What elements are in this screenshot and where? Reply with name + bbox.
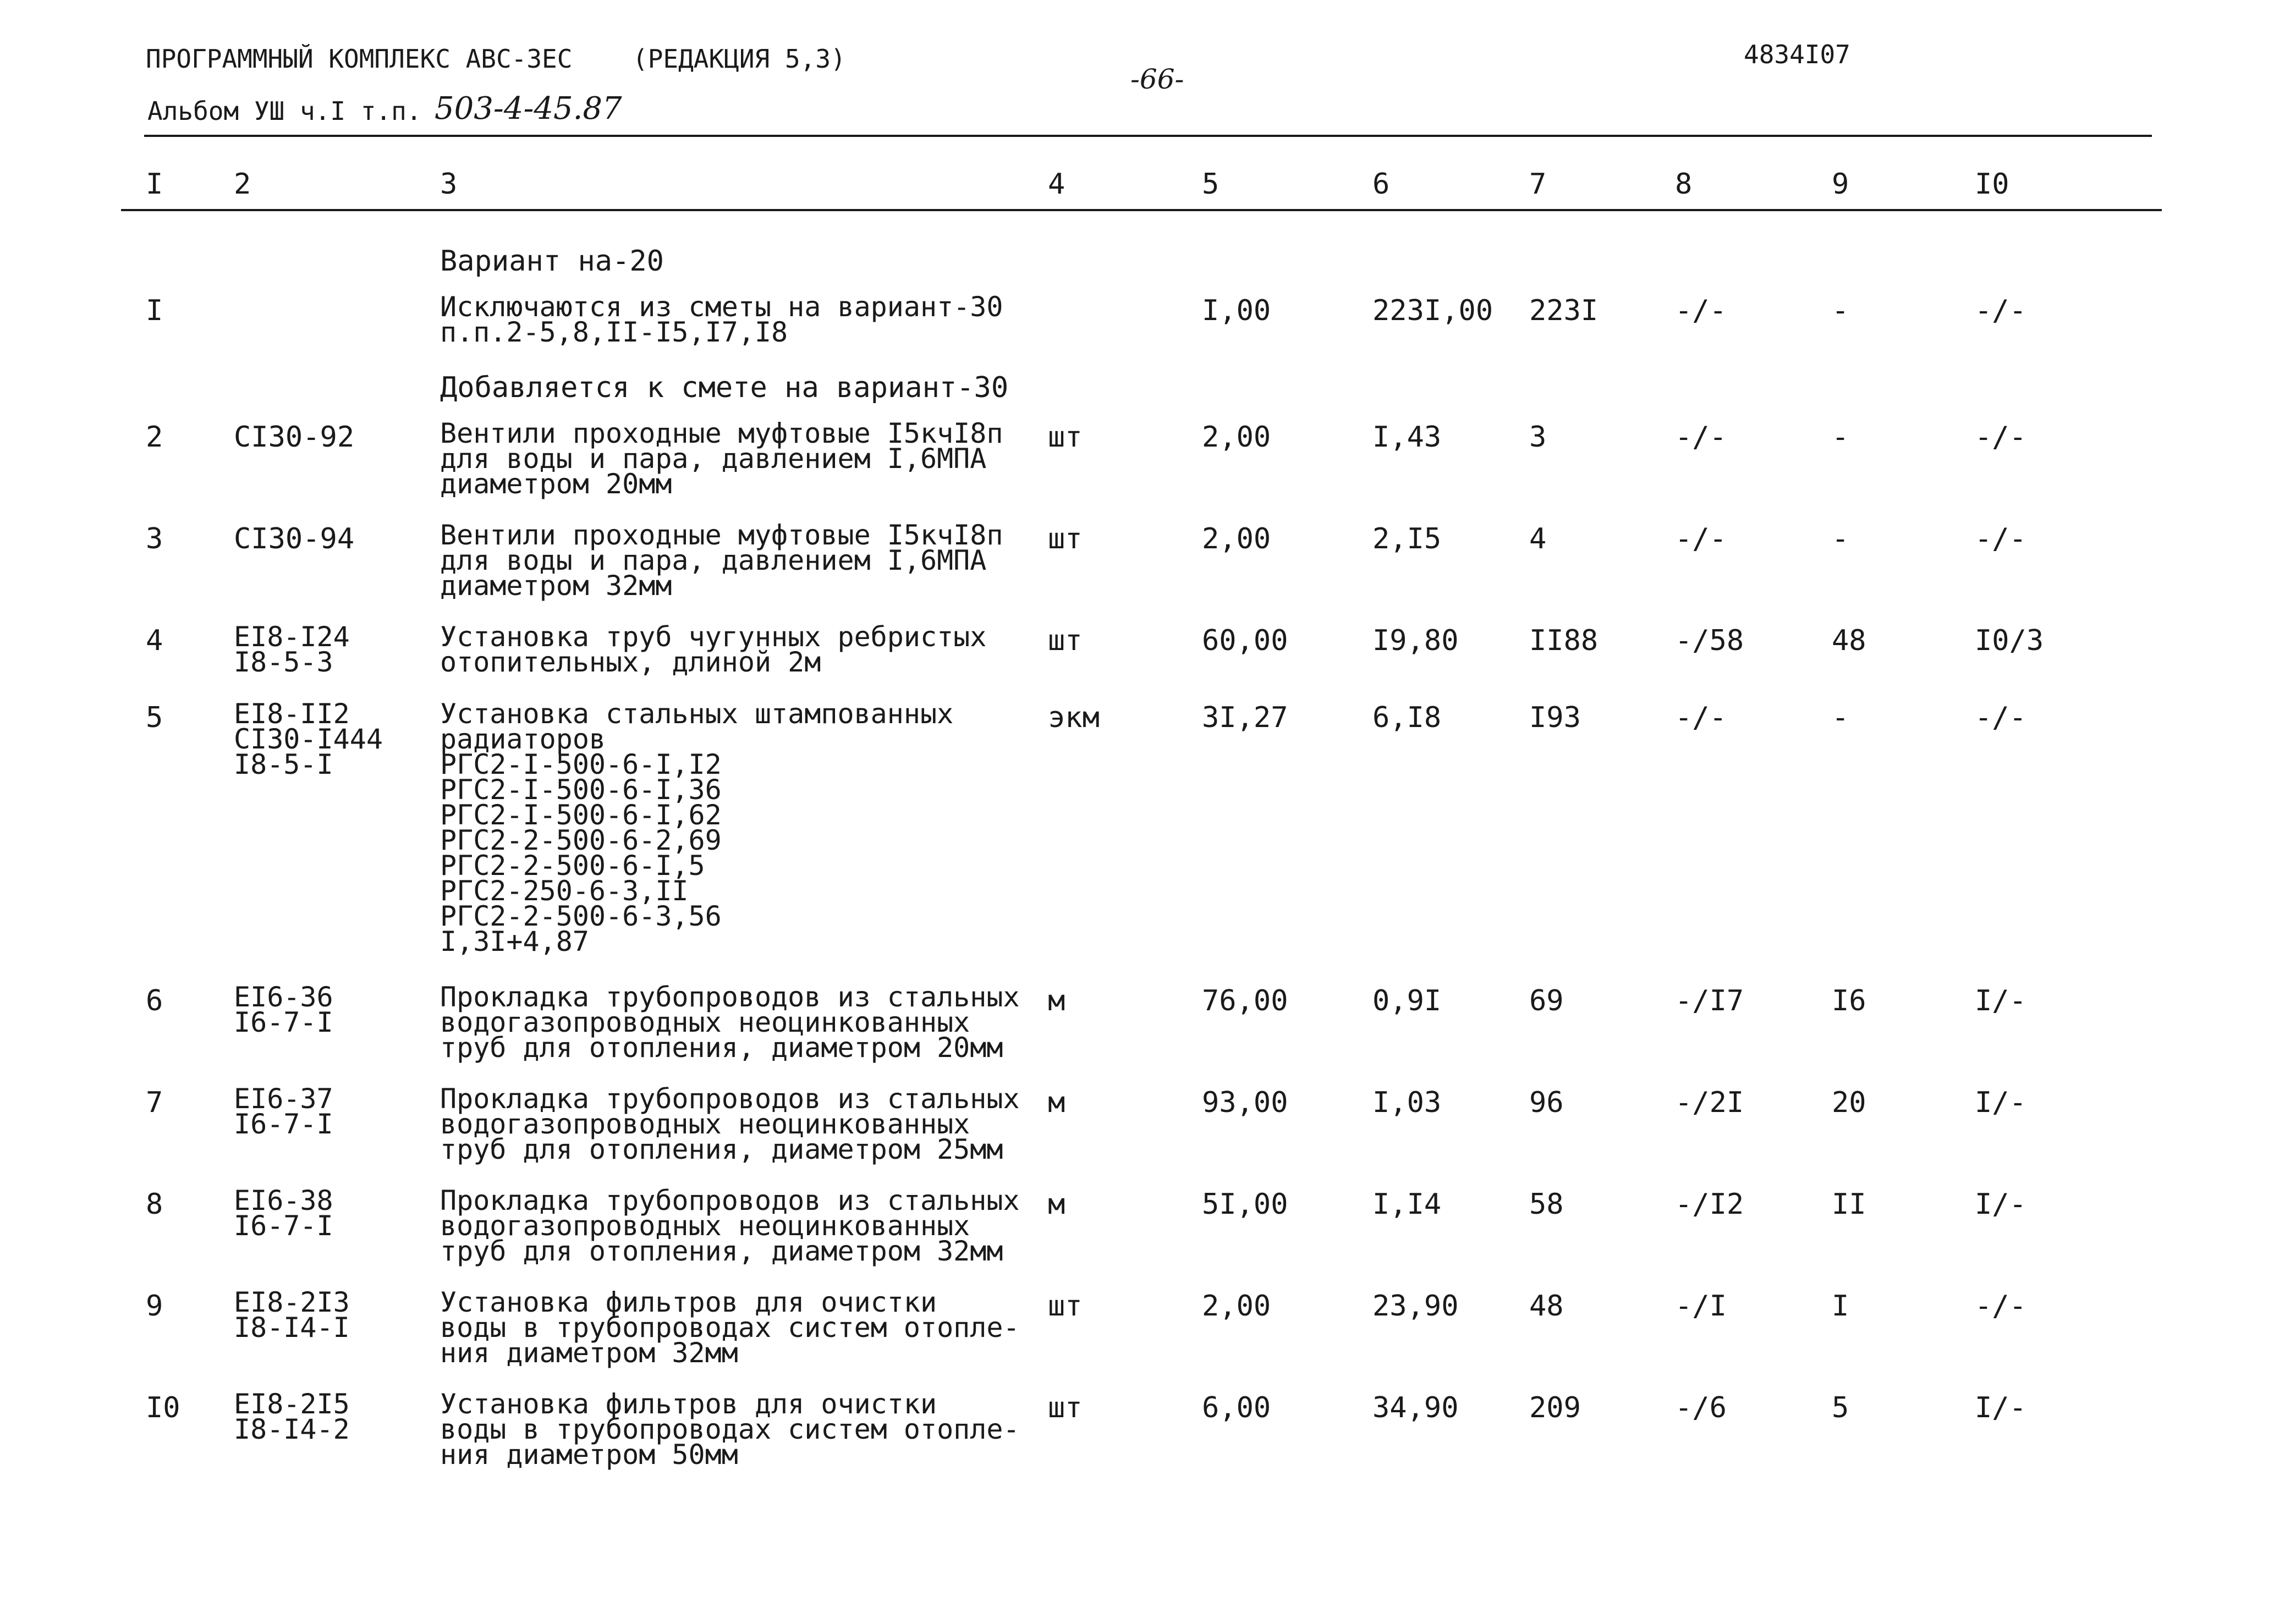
row-number: 3 <box>146 522 163 555</box>
column-header-9: 9 <box>1832 168 1849 201</box>
row-col9: 5 <box>1832 1391 1849 1424</box>
row-code: CI30-92 <box>234 421 355 454</box>
row-col8: -/I2 <box>1675 1188 1744 1221</box>
row-col8: -/- <box>1675 294 1727 327</box>
column-header-1: I <box>146 168 163 201</box>
row-col10: I/- <box>1975 984 2026 1017</box>
row-col10: -/- <box>1975 701 2026 734</box>
row-quantity: 60,00 <box>1202 624 1288 657</box>
column-header-2: 2 <box>234 168 251 201</box>
row-number: 8 <box>146 1188 163 1221</box>
column-header-5: 5 <box>1202 168 1220 201</box>
row-quantity: 5I,00 <box>1202 1188 1288 1221</box>
row-number: 5 <box>146 701 163 734</box>
row-description: Вентили проходные муфтовые I5кчI8п для воды и пара, давлением I,6МПА диаметром 20мм <box>440 417 1003 500</box>
row-description: Прокладка трубопроводов из стальных водогазопроводных неоцинкованных труб для отопления, диаметром 32мм <box>440 1185 1020 1267</box>
row-col9: II <box>1832 1188 1866 1221</box>
row-description: Установка труб чугунных ребристых отопительных, длиной 2м <box>440 621 987 678</box>
row-price: 2,I5 <box>1372 522 1442 555</box>
album-label: Альбом УШ ч.I т.п. <box>147 96 422 126</box>
row-col8: -/- <box>1675 701 1727 734</box>
row-col8: -/58 <box>1675 624 1744 657</box>
row-col9: I <box>1832 1290 1849 1323</box>
row-price: I,43 <box>1372 421 1442 454</box>
row-code: EI8-II2 CI30-I444 I8-5-I <box>234 698 383 780</box>
row-price: 223I,00 <box>1372 294 1493 327</box>
row-col9: - <box>1832 522 1849 555</box>
subheading: Добавляется к смете на вариант-30 <box>440 371 1009 404</box>
row-col10: -/- <box>1975 522 2026 555</box>
row-col10: I/- <box>1975 1188 2026 1221</box>
row-col8: -/- <box>1675 421 1727 454</box>
row-price: 23,90 <box>1372 1290 1459 1323</box>
row-quantity: I,00 <box>1202 294 1271 327</box>
top-rule <box>144 135 2152 137</box>
row-quantity: 6,00 <box>1202 1391 1271 1424</box>
column-header-7: 7 <box>1529 168 1547 201</box>
row-description: Прокладка трубопроводов из стальных водогазопроводных неоцинкованных труб для отопления, диаметром 25мм <box>440 1083 1020 1165</box>
row-unit: м <box>1048 1086 1065 1119</box>
row-description: Вентили проходные муфтовые I5кчI8п для воды и пара, давлением I,6МПА диаметром 32мм <box>440 519 1003 602</box>
row-col8: -/I7 <box>1675 984 1744 1017</box>
row-price: 34,90 <box>1372 1391 1459 1424</box>
row-price: I,03 <box>1372 1086 1442 1119</box>
row-col9: - <box>1832 701 1849 734</box>
row-col9: I6 <box>1832 984 1866 1017</box>
row-price: 6,I8 <box>1372 701 1442 734</box>
row-unit: м <box>1048 1188 1065 1221</box>
row-price: 0,9I <box>1372 984 1442 1017</box>
row-description: Установка фильтров для очистки воды в трубопроводах систем отопле- ния диаметром 50мм <box>440 1388 1020 1471</box>
column-header-8: 8 <box>1675 168 1693 201</box>
row-price: I,I4 <box>1372 1188 1442 1221</box>
row-description: Исключаются из сметы на вариант-30 п.п.2-5,8,II-I5,I7,I8 <box>440 291 1003 348</box>
row-code: EI6-36 I6-7-I <box>234 981 333 1038</box>
row-col10: I/- <box>1975 1086 2026 1119</box>
row-unit: шт <box>1048 624 1083 657</box>
row-col9: - <box>1832 294 1849 327</box>
row-number: I0 <box>146 1391 180 1424</box>
row-description: Установка стальных штампованных радиаторов PГC2-I-500-6-I,I2 PГC2-I-500-6-I,36 PГC2-I-500-6-I,62 PГC2-2-500-6-2,69 PГC2-2-500-6-I,5 PГC2-250-6-3,II PГC2-2-500-6-3,56 I,3I+4,87 <box>440 698 954 957</box>
row-quantity: 76,00 <box>1202 984 1288 1017</box>
row-unit: шт <box>1048 1290 1083 1323</box>
row-col10: -/- <box>1975 1290 2026 1323</box>
row-col8: -/I <box>1675 1290 1727 1323</box>
row-code: CI30-94 <box>234 522 355 555</box>
column-header-4: 4 <box>1048 168 1065 201</box>
row-col8: -/2I <box>1675 1086 1744 1119</box>
row-code: EI6-37 I6-7-I <box>234 1083 333 1140</box>
row-unit: шт <box>1048 421 1083 454</box>
row-total: 69 <box>1529 984 1564 1017</box>
page-number: -66- <box>1130 63 1184 95</box>
row-unit: шт <box>1048 522 1083 555</box>
column-header-3: 3 <box>440 168 458 201</box>
row-total: I93 <box>1529 701 1581 734</box>
row-code: EI8-2I3 I8-I4-I <box>234 1286 350 1344</box>
row-total: 96 <box>1529 1086 1564 1119</box>
album-handwritten-number: 503-4-45.87 <box>435 91 622 126</box>
row-total: 4 <box>1529 522 1547 555</box>
row-quantity: 93,00 <box>1202 1086 1288 1119</box>
row-col10: -/- <box>1975 421 2026 454</box>
row-price: I9,80 <box>1372 624 1459 657</box>
row-quantity: 3I,27 <box>1202 701 1288 734</box>
row-description: Установка фильтров для очистки воды в трубопроводах систем отопле- ния диаметром 32мм <box>440 1286 1020 1369</box>
row-number: I <box>146 294 163 327</box>
row-unit: шт <box>1048 1391 1083 1424</box>
row-number: 7 <box>146 1086 163 1119</box>
row-quantity: 2,00 <box>1202 421 1271 454</box>
header-rule <box>121 209 2162 211</box>
row-number: 6 <box>146 984 163 1017</box>
section-title: Вариант на-20 <box>440 245 664 278</box>
row-col8: -/6 <box>1675 1391 1727 1424</box>
row-description: Прокладка трубопроводов из стальных водогазопроводных неоцинкованных труб для отопления, диаметром 20мм <box>440 981 1020 1064</box>
row-total: 58 <box>1529 1188 1564 1221</box>
row-number: 9 <box>146 1290 163 1323</box>
row-unit: экм <box>1048 701 1100 734</box>
column-header-10: I0 <box>1975 168 2009 201</box>
row-col10: I0/3 <box>1975 624 2044 657</box>
row-total: 48 <box>1529 1290 1564 1323</box>
row-total: 3 <box>1529 421 1547 454</box>
column-header-6: 6 <box>1372 168 1390 201</box>
row-col9: 20 <box>1832 1086 1866 1119</box>
row-code: EI6-38 I6-7-I <box>234 1185 333 1242</box>
row-quantity: 2,00 <box>1202 1290 1271 1323</box>
row-code: EI8-2I5 I8-I4-2 <box>234 1388 350 1445</box>
row-unit: м <box>1048 984 1065 1017</box>
program-title: ПРОГРАММНЫЙ КОМПЛЕКС АВС-ЗЕС <box>146 44 573 74</box>
row-total: 223I <box>1529 294 1599 327</box>
row-col8: -/- <box>1675 522 1727 555</box>
row-col9: 48 <box>1832 624 1866 657</box>
row-code: EI8-I24 I8-5-3 <box>234 621 350 678</box>
row-quantity: 2,00 <box>1202 522 1271 555</box>
row-number: 4 <box>146 624 163 657</box>
edition-label: (РЕДАКЦИЯ 5,3) <box>633 44 846 74</box>
row-col10: -/- <box>1975 294 2026 327</box>
row-number: 2 <box>146 421 163 454</box>
document-number: 4834I07 <box>1744 40 1850 69</box>
row-total: 209 <box>1529 1391 1581 1424</box>
row-col10: I/- <box>1975 1391 2026 1424</box>
row-col9: - <box>1832 421 1849 454</box>
row-total: II88 <box>1529 624 1599 657</box>
